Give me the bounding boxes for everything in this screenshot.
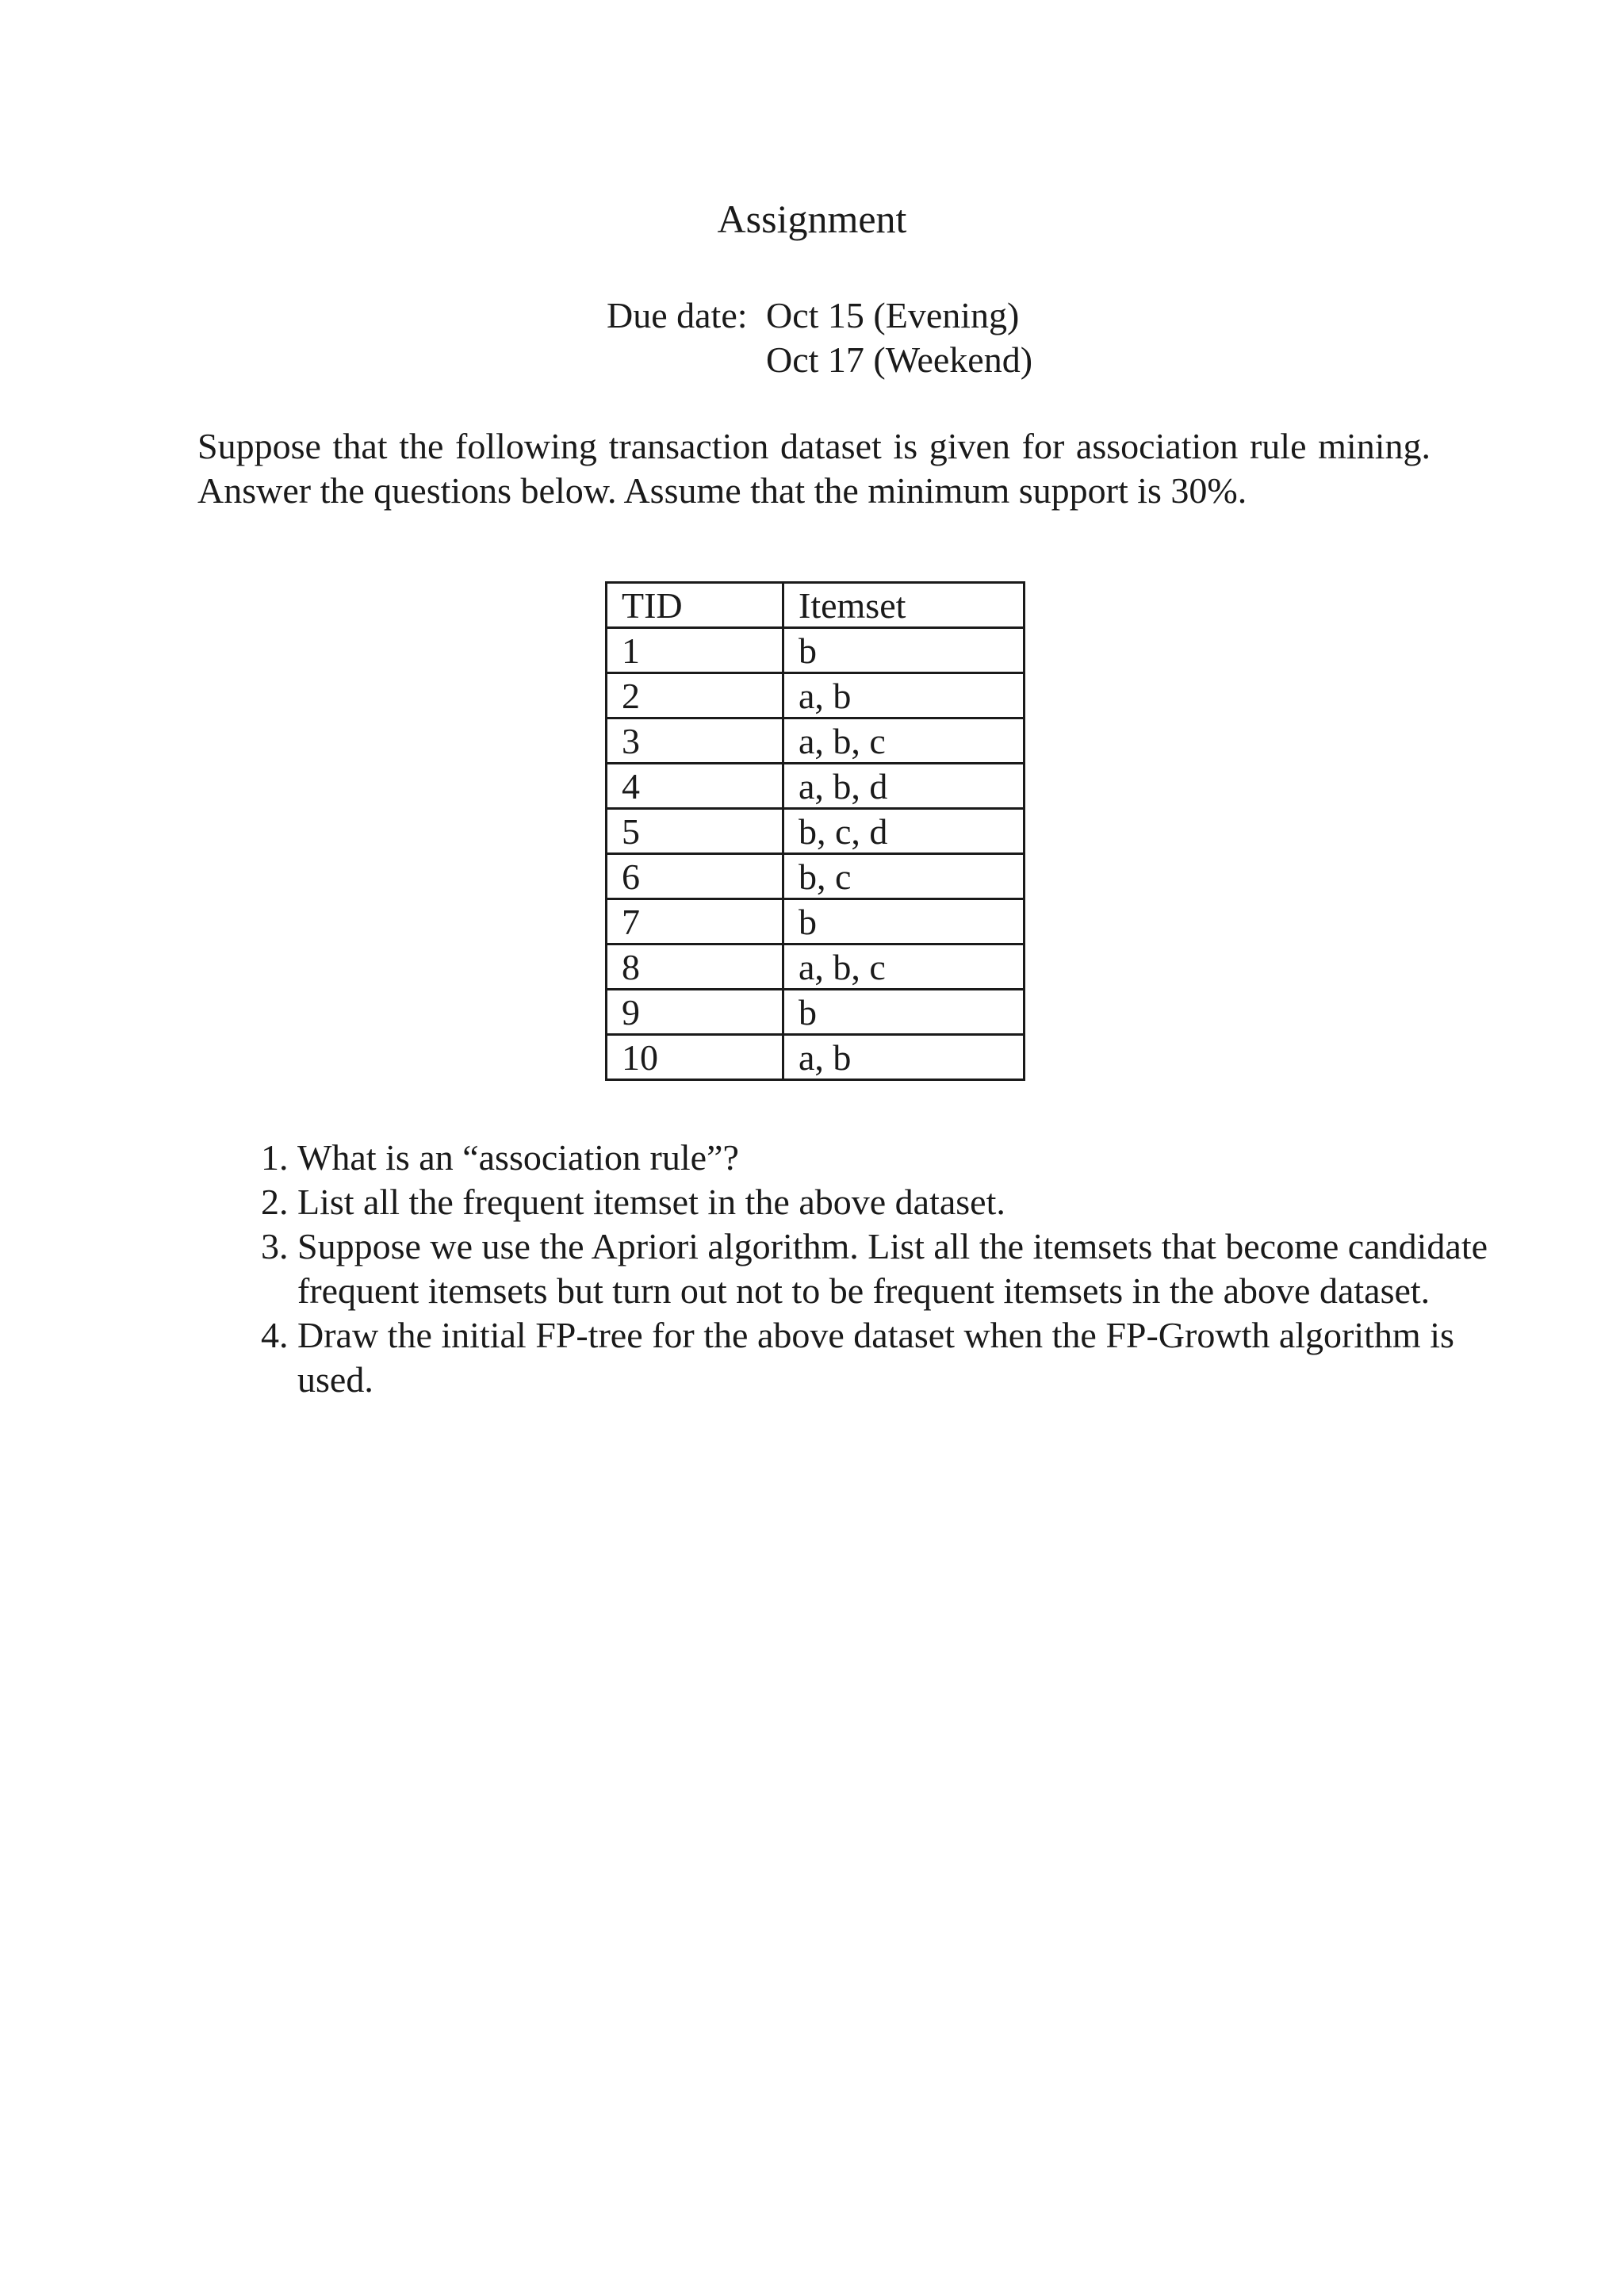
due-date-weekend: Oct 17 (Weekend) bbox=[766, 339, 1033, 380]
itemset-cell: b bbox=[783, 899, 1025, 944]
table-row bbox=[607, 990, 1025, 1035]
intro-paragraph: Suppose that the following transaction dataset is given for association rule mining. Answer the questions below. Assume that the minimum support is 30%. bbox=[197, 426, 1431, 511]
tid-cell: 2 bbox=[607, 673, 783, 718]
question-item: 4. Draw the initial FP-tree for the above dataset when the FP-Growth algorithm is used. bbox=[297, 1313, 1495, 1402]
tid-cell: 6 bbox=[607, 854, 783, 899]
tid-cell: 8 bbox=[607, 944, 783, 990]
question-item: 3. Suppose we use the Apriori algorithm. List all the itemsets that become candidate frequent itemsets but turn out not to be frequent itemsets in the above dataset. bbox=[297, 1224, 1495, 1313]
due-date-row-2 bbox=[607, 338, 1032, 382]
itemset-cell: b, c, d bbox=[783, 809, 1025, 854]
transaction-table-body bbox=[607, 583, 1025, 1080]
table-row bbox=[607, 764, 1025, 809]
transaction-table bbox=[605, 581, 1025, 1081]
tid-cell: 7 bbox=[607, 899, 783, 944]
question-item: 1. What is an “association rule”? bbox=[297, 1136, 1495, 1180]
tid-cell: 4 bbox=[607, 764, 783, 809]
due-date-label: Due date: bbox=[607, 295, 748, 335]
tid-cell: 9 bbox=[607, 990, 783, 1035]
table-header-row bbox=[607, 583, 1025, 628]
table-row bbox=[607, 809, 1025, 854]
itemset-cell: a, b, c bbox=[783, 718, 1025, 764]
tid-cell: 10 bbox=[607, 1035, 783, 1080]
itemset-cell: b, c bbox=[783, 854, 1025, 899]
question-list bbox=[238, 1136, 1495, 1402]
due-date-block bbox=[607, 293, 1032, 382]
table-header-tid: TID bbox=[607, 583, 783, 628]
itemset-cell: b bbox=[783, 628, 1025, 673]
table-row bbox=[607, 944, 1025, 990]
itemset-cell: b bbox=[783, 990, 1025, 1035]
page-title: Assignment bbox=[717, 197, 907, 241]
itemset-cell: a, b bbox=[783, 1035, 1025, 1080]
tid-cell: 3 bbox=[607, 718, 783, 764]
itemset-cell: a, b, c bbox=[783, 944, 1025, 990]
question-item: 2. List all the frequent itemset in the above dataset. bbox=[297, 1180, 1495, 1224]
tid-cell: 5 bbox=[607, 809, 783, 854]
table-row bbox=[607, 718, 1025, 764]
table-row bbox=[607, 854, 1025, 899]
tid-cell: 1 bbox=[607, 628, 783, 673]
itemset-cell: a, b, d bbox=[783, 764, 1025, 809]
table-row bbox=[607, 1035, 1025, 1080]
table-row bbox=[607, 673, 1025, 718]
due-date-evening: Oct 15 (Evening) bbox=[766, 295, 1020, 335]
table-header-itemset: Itemset bbox=[783, 583, 1025, 628]
table-row bbox=[607, 628, 1025, 673]
due-date-row-1 bbox=[607, 293, 1032, 338]
table-row bbox=[607, 899, 1025, 944]
itemset-cell: a, b bbox=[783, 673, 1025, 718]
